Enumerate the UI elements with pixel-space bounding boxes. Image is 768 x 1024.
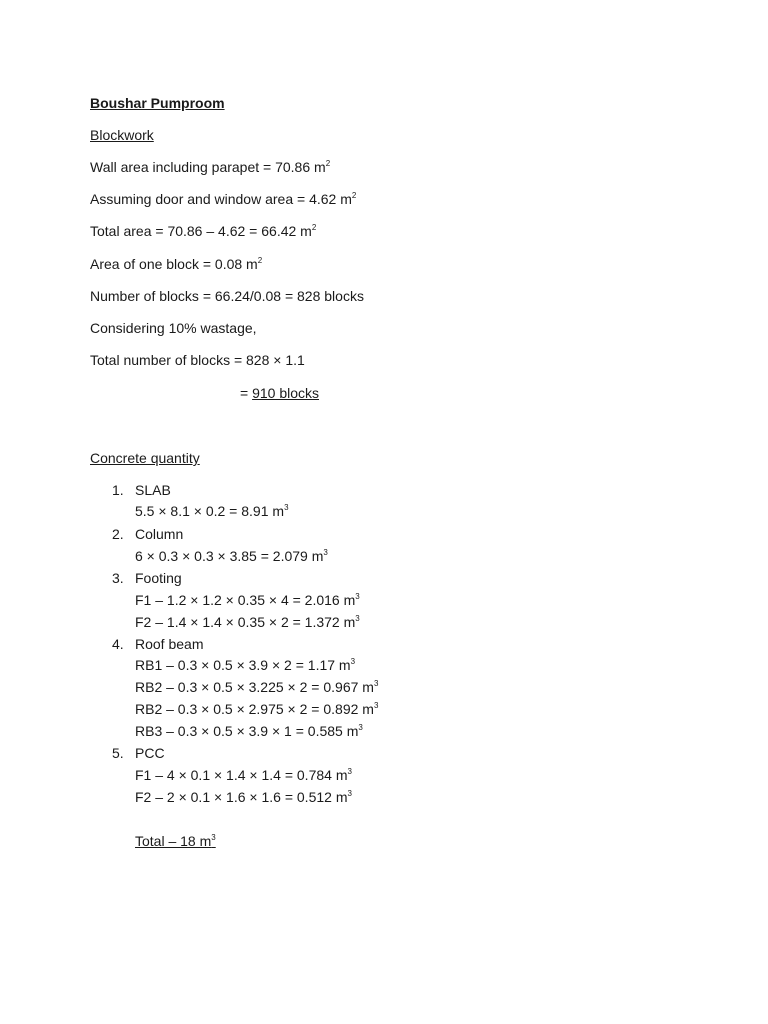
calculation-line	[135, 591, 360, 609]
concrete-total-text: Total – 18 m	[135, 833, 212, 849]
door-window-line	[90, 190, 356, 208]
list-item-label: Column	[135, 526, 184, 542]
concrete-total-exponent: 3	[211, 833, 216, 842]
one-block-line	[90, 255, 262, 273]
calculation-text: F1 – 4 × 0.1 × 1.4 × 1.4 = 0.784 m	[135, 767, 348, 783]
door-window-unit-exponent: 2	[351, 191, 357, 200]
list-item-number: 3.	[112, 570, 124, 586]
calculation-text: RB2 – 0.3 × 0.5 × 3.225 × 2 = 0.967 m	[135, 679, 374, 695]
document-title: Boushar Pumproom	[90, 95, 225, 111]
wall-area-text: Wall area including parapet = 70.86 m	[90, 159, 326, 175]
unit-exponent: 3	[355, 592, 360, 601]
calculation-text: RB1 – 0.3 × 0.5 × 3.9 × 2 = 1.17 m	[135, 657, 351, 673]
calculation-text: RB3 – 0.3 × 0.5 × 3.9 × 1 = 0.585 m	[135, 723, 359, 739]
blocks-result-value: 910 blocks	[252, 385, 320, 401]
unit-exponent: 3	[347, 767, 352, 776]
unit-exponent: 3	[323, 548, 328, 557]
list-item-number: 2.	[112, 526, 124, 542]
unit-exponent: 3	[355, 614, 360, 623]
list-item-label: PCC	[135, 745, 165, 761]
calculation-line	[135, 678, 378, 696]
calculation-line	[135, 722, 363, 740]
unit-exponent: 3	[347, 789, 352, 798]
calculation-line	[135, 502, 289, 520]
total-blocks-line: Total number of blocks = 828 × 1.1	[90, 352, 305, 368]
door-window-text: Assuming door and window area = 4.62 m	[90, 191, 352, 207]
one-block-unit-exponent: 2	[257, 256, 263, 265]
list-item-label: SLAB	[135, 482, 171, 498]
calculation-text: F1 – 1.2 × 1.2 × 0.35 × 4 = 2.016 m	[135, 592, 356, 608]
calculation-line	[135, 788, 352, 806]
calculation-line	[135, 766, 352, 784]
unit-exponent: 3	[358, 723, 363, 732]
total-area-text: Total area = 70.86 – 4.62 = 66.42 m	[90, 223, 312, 239]
unit-exponent: 3	[284, 503, 289, 512]
list-item-number: 5.	[112, 745, 124, 761]
one-block-text: Area of one block = 0.08 m	[90, 256, 258, 272]
calculation-text: RB2 – 0.3 × 0.5 × 2.975 × 2 = 0.892 m	[135, 701, 374, 717]
calculation-text: F2 – 2 × 0.1 × 1.6 × 1.6 = 0.512 m	[135, 789, 348, 805]
list-item-label: Roof beam	[135, 636, 204, 652]
calculation-line	[135, 613, 360, 631]
total-area-line	[90, 222, 316, 240]
unit-exponent: 3	[373, 701, 379, 710]
unit-exponent: 3	[373, 679, 379, 688]
calculation-text: 5.5 × 8.1 × 0.2 = 8.91 m	[135, 503, 285, 519]
calculation-line	[135, 547, 328, 565]
calculation-text: 6 × 0.3 × 0.3 × 3.85 = 2.079 m	[135, 548, 324, 564]
wastage-line: Considering 10% wastage,	[90, 320, 257, 336]
blocks-result-prefix: =	[240, 385, 253, 401]
blocks-result-line	[240, 384, 319, 402]
list-item-label: Footing	[135, 570, 182, 586]
wall-area-line	[90, 158, 330, 176]
list-item-number: 1.	[112, 482, 124, 498]
unit-exponent: 3	[350, 657, 356, 666]
number-of-blocks-line: Number of blocks = 66.24/0.08 = 828 blocks	[90, 288, 364, 304]
calculation-line	[135, 656, 355, 674]
wall-area-unit-exponent: 2	[325, 159, 331, 168]
concrete-heading: Concrete quantity	[90, 450, 200, 466]
blockwork-heading: Blockwork	[90, 127, 154, 143]
calculation-line	[135, 700, 378, 718]
concrete-total	[135, 832, 216, 850]
list-item-number: 4.	[112, 636, 124, 652]
calculation-text: F2 – 1.4 × 1.4 × 0.35 × 2 = 1.372 m	[135, 614, 356, 630]
total-area-unit-exponent: 2	[311, 223, 317, 232]
